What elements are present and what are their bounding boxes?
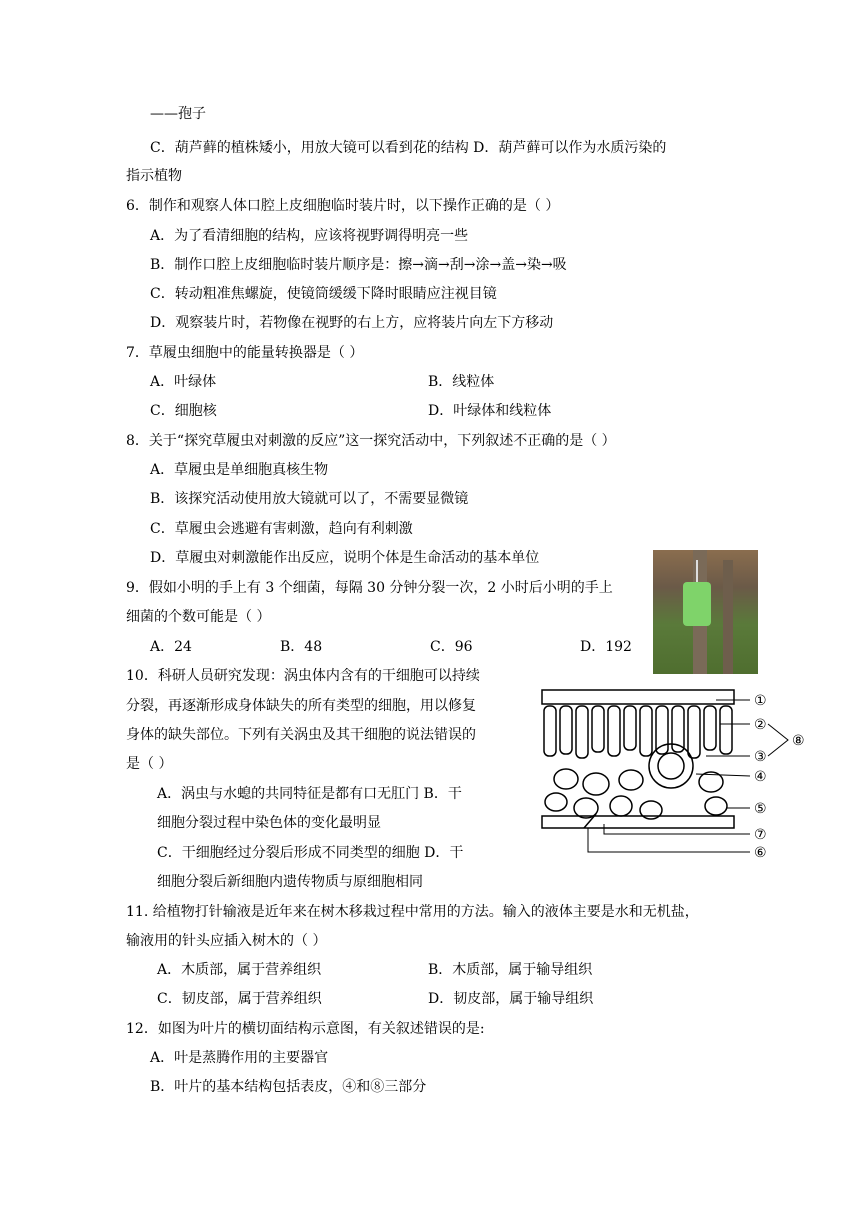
question-6-stem: 6．制作和观察人体口腔上皮细胞临时装片时，以下操作正确的是（ ）: [126, 198, 560, 214]
q6-option-b: B．制作口腔上皮细胞临时装片顺序是：擦→滴→刮→涂→盖→染→吸: [150, 257, 567, 273]
question-9-stem: 9．假如小明的手上有 3 个细菌，每隔 30 分钟分裂一次，2 小时后小明的手上: [126, 580, 613, 596]
question-8-stem: 8．关于“探究草履虫对刺激的反应”这一探究活动中，下列叙述不正确的是（ ）: [126, 433, 616, 449]
q11-option-b: B．木质部，属于输导组织: [428, 962, 593, 978]
question-12-stem: 12．如图为叶片的横切面结构示意图，有关叙述错误的是:: [126, 1021, 485, 1037]
q11-option-a: A．木质部，属于营养组织: [157, 962, 322, 978]
text-line: C．葫芦藓的植株矮小，用放大镜可以看到花的结构 D．葫芦藓可以作为水质污染的: [150, 140, 667, 156]
diagram-label-1: ①: [754, 693, 767, 709]
diagram-label-4: ④: [754, 769, 767, 785]
q10-option-b-cont: 细胞分裂过程中染色体的变化最明显: [157, 815, 381, 831]
q7-option-d: D．叶绿体和线粒体: [428, 403, 552, 419]
q12-option-a: A．叶是蒸腾作用的主要器官: [150, 1050, 329, 1066]
question-9-stem-cont: 细菌的个数可能是（ ）: [126, 609, 271, 625]
diagram-label-8: ⑧: [792, 733, 805, 749]
question-10-line: 身体的缺失部位。下列有关涡虫及其干细胞的说法错误的: [126, 727, 476, 743]
tree-infusion-photo: [653, 550, 758, 674]
q10-option-d-cont: 细胞分裂后新细胞内遗传物质与原细胞相同: [157, 874, 423, 890]
question-11-stem-cont: 输液用的针头应插入树木的（ ）: [126, 933, 327, 949]
question-11-stem: 11. 给植物打针输液是近年来在树木移栽过程中常用的方法。输入的液体主要是水和无机盐，: [126, 904, 699, 920]
leaf-cross-section-diagram: [536, 684, 822, 866]
question-7-stem: 7．草履虫细胞中的能量转换器是（ ）: [126, 345, 364, 361]
diagram-label-6: ⑥: [754, 845, 767, 861]
q8-option-d: D．草履虫对刺激能作出反应，说明个体是生命活动的基本单位: [150, 550, 540, 566]
question-10-line: 是（ ）: [126, 756, 173, 772]
q11-option-d: D．韧皮部，属于输导组织: [428, 991, 594, 1007]
q6-option-a: A．为了看清细胞的结构，应该将视野调得明亮一些: [150, 228, 469, 244]
q10-option-c-d: C．干细胞经过分裂后形成不同类型的细胞 D．干: [157, 845, 464, 861]
q9-option-d: D．192: [580, 639, 632, 655]
q6-option-d: D．观察装片时，若物像在视野的右上方，应将装片向左下方移动: [150, 315, 554, 331]
q8-option-a: A．草履虫是单细胞真核生物: [150, 462, 329, 478]
q6-option-c: C．转动粗准焦螺旋，使镜筒缓缓下降时眼睛应注视目镜: [150, 286, 497, 302]
question-10-line: 分裂，再逐渐形成身体缺失的所有类型的细胞，用以修复: [126, 698, 476, 714]
q12-option-b: B．叶片的基本结构包括表皮，④和⑧三部分: [150, 1079, 427, 1095]
q8-option-c: C．草履虫会逃避有害刺激，趋向有利刺激: [150, 521, 413, 537]
q8-option-b: B．该探究活动使用放大镜就可以了，不需要显微镜: [150, 491, 469, 507]
q9-option-a: A．24: [150, 639, 192, 655]
q7-option-b: B．线粒体: [428, 374, 495, 390]
diagram-label-3: ③: [754, 749, 767, 765]
q7-option-a: A．叶绿体: [150, 374, 217, 390]
question-10-line: 10．科研人员研究发现：涡虫体内含有的干细胞可以持续: [126, 668, 480, 684]
text-line: 指示植物: [126, 168, 182, 184]
diagram-label-5: ⑤: [754, 801, 767, 817]
q7-option-c: C．细胞核: [150, 403, 217, 419]
diagram-label-7: ⑦: [754, 827, 767, 843]
q11-option-c: C．韧皮部，属于营养组织: [157, 991, 322, 1007]
q10-option-a-b: A．涡虫与水螅的共同特征是都有口无肛门 B．干: [157, 786, 462, 802]
text-line: ——孢子: [150, 106, 206, 122]
q9-option-c: C．96: [430, 639, 473, 655]
diagram-label-2: ②: [754, 717, 767, 733]
q9-option-b: B．48: [280, 639, 323, 655]
